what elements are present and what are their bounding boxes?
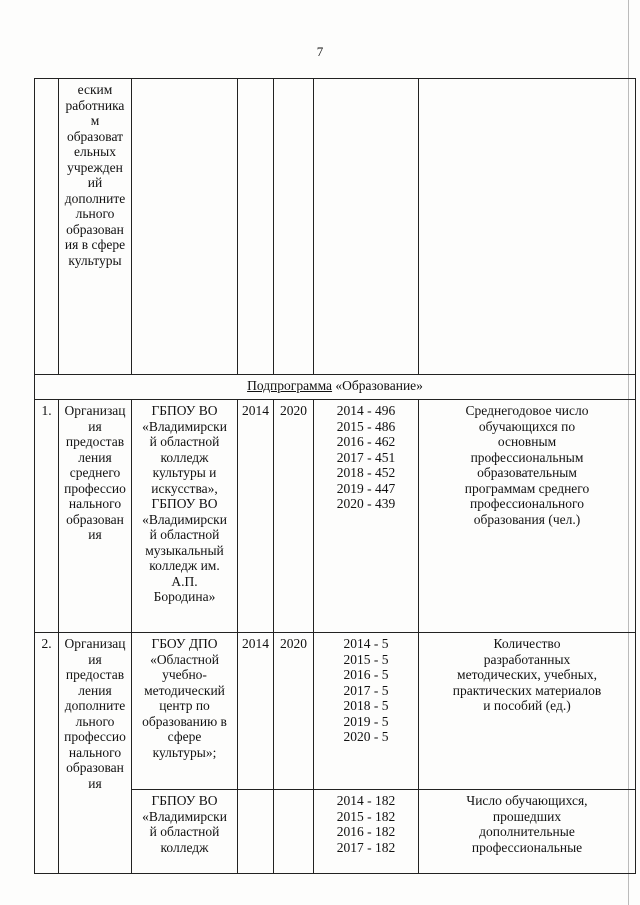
text-line: учебно- [162,667,207,682]
text-line: 2017 - 182 [336,839,396,855]
text-line: дополнительные [479,824,575,839]
text-line: 2019 - 447 [336,480,396,496]
subprogram-heading [35,375,636,400]
text-line: 2014 - 496 [336,403,396,418]
text-line: профессио [64,480,126,496]
text-line: ия [88,651,102,667]
text-line: дополните [64,190,126,206]
text-line: образованию в [142,713,227,729]
start-cell [238,79,274,375]
start-year: 2014 [238,400,274,633]
text-line: учрежден [67,159,123,175]
indicator-cell [419,400,636,633]
text-line: образован [66,511,124,527]
text-line: профессиональным [470,449,584,465]
text-line: образоват [66,128,124,144]
indicator-cell [419,790,636,874]
text-line: разработанных [483,651,571,667]
text-line: дополните [64,698,126,713]
text-line: колледж им. [149,558,220,573]
text-line: культуры [68,252,122,268]
text-line: ия в сфере [64,237,126,252]
name-cell [59,633,132,874]
text-line: искусства», [151,480,218,496]
text-line: ГБОУ ДПО [151,636,218,651]
text-line: работника [65,97,125,113]
subprogram-row [35,375,636,400]
text-line: профессиональные [471,839,583,855]
text-line: образовательным [477,465,577,480]
executor-cell [132,400,238,633]
indicator-cell [419,79,636,375]
text-line: 2020 - 439 [336,496,396,511]
page-number: 7 [316,44,324,59]
continued-row [35,79,636,375]
text-line: ления [78,449,112,465]
text-line: образован [66,760,124,775]
text-line: «Областной [150,651,219,667]
indicator-cell [419,633,636,790]
text-line: ия [88,527,102,542]
name-cell [59,79,132,375]
text-line: Организац [64,403,126,418]
text-line: 2017 - 5 [343,682,389,698]
text-line: ГБПОУ ВО [151,496,218,511]
text-line: 2019 - 5 [343,713,389,729]
text-line: Среднегодовое число [465,403,589,418]
subprogram-name: «Образование» [335,378,423,393]
text-line: программам среднего [464,480,590,496]
text-line: 2016 - 5 [343,667,389,682]
text-line: нального [68,496,122,511]
text-line: еским [77,82,113,97]
text-line: ия [88,418,102,434]
text-line: Число обучающихся, [466,793,588,808]
text-line: А.П. [171,573,198,589]
text-line: и пособий (ед.) [483,698,571,713]
table-row [35,633,636,790]
executor-cell [132,790,238,874]
text-line: ий [87,175,103,190]
end-year: 2020 [274,633,314,790]
text-line: й областной [149,434,220,449]
text-line: Организац [64,636,126,651]
text-line: предостав [65,434,125,449]
text-line: сфере [167,729,202,744]
text-line: 2018 - 452 [336,465,396,480]
text-line: ГБПОУ ВО [151,793,218,808]
start-cell [238,790,274,874]
text-line: культуры и [152,465,217,480]
text-line: профессионального [470,496,584,511]
text-line: й областной [149,824,220,839]
text-line: Бородина» [153,589,216,604]
text-line: 2015 - 182 [336,808,396,824]
text-line: среднего [69,465,121,480]
text-line: «Владимирски [142,808,227,824]
end-cell [274,79,314,375]
text-line: «Владимирски [142,511,227,527]
executor-cell [132,633,238,790]
text-line: льного [75,206,115,221]
text-line: й областной [149,527,220,542]
text-line: основным [497,434,557,449]
text-line: 2016 - 182 [336,824,396,839]
text-line: образован [66,221,124,237]
text-line: ия [88,775,102,791]
text-line: ления [78,682,112,698]
text-line: Количество [493,636,561,651]
text-line: профессио [64,729,126,744]
text-line: 2016 - 462 [336,434,396,449]
values-cell [314,633,419,790]
text-line: музыкальный [145,542,224,558]
row-number: 1. [35,400,59,633]
text-line: практических материалов [452,682,602,698]
text-line: м [90,113,100,128]
start-year: 2014 [238,633,274,790]
text-line: 2020 - 5 [343,729,389,744]
text-line: методических, учебных, [457,667,597,682]
name-cell [59,400,132,633]
text-line: методический [144,682,225,698]
text-line: прошедших [492,808,562,824]
text-line: предостав [65,667,125,682]
text-line: «Владимирски [142,418,227,434]
text-line: обучающихся по [478,418,576,434]
executor-cell [132,79,238,375]
text-line: ГБПОУ ВО [151,403,218,418]
text-line: колледж [160,449,209,465]
program-table [34,78,636,874]
row-number: 2. [35,633,59,874]
table-row [35,400,636,633]
text-line: льного [75,713,115,729]
num-cell [35,79,59,375]
text-line: 2017 - 451 [336,449,396,465]
text-line: ельных [74,144,116,159]
text-line: колледж [160,839,209,855]
text-line: образования (чел.) [473,511,581,527]
end-year: 2020 [274,400,314,633]
text-line: 2015 - 486 [336,418,396,434]
text-line: 2014 - 182 [336,793,396,808]
end-cell [274,790,314,874]
text-line: 2014 - 5 [343,636,389,651]
values-cell [314,790,419,874]
text-line: 2015 - 5 [343,651,389,667]
text-line: культуры»; [152,744,217,760]
values-cell [314,79,419,375]
subprogram-word: Подпрограмма [247,378,333,393]
text-line: нального [68,744,122,760]
text-line: 2018 - 5 [343,698,389,713]
text-line: центр по [159,698,210,713]
values-cell [314,400,419,633]
